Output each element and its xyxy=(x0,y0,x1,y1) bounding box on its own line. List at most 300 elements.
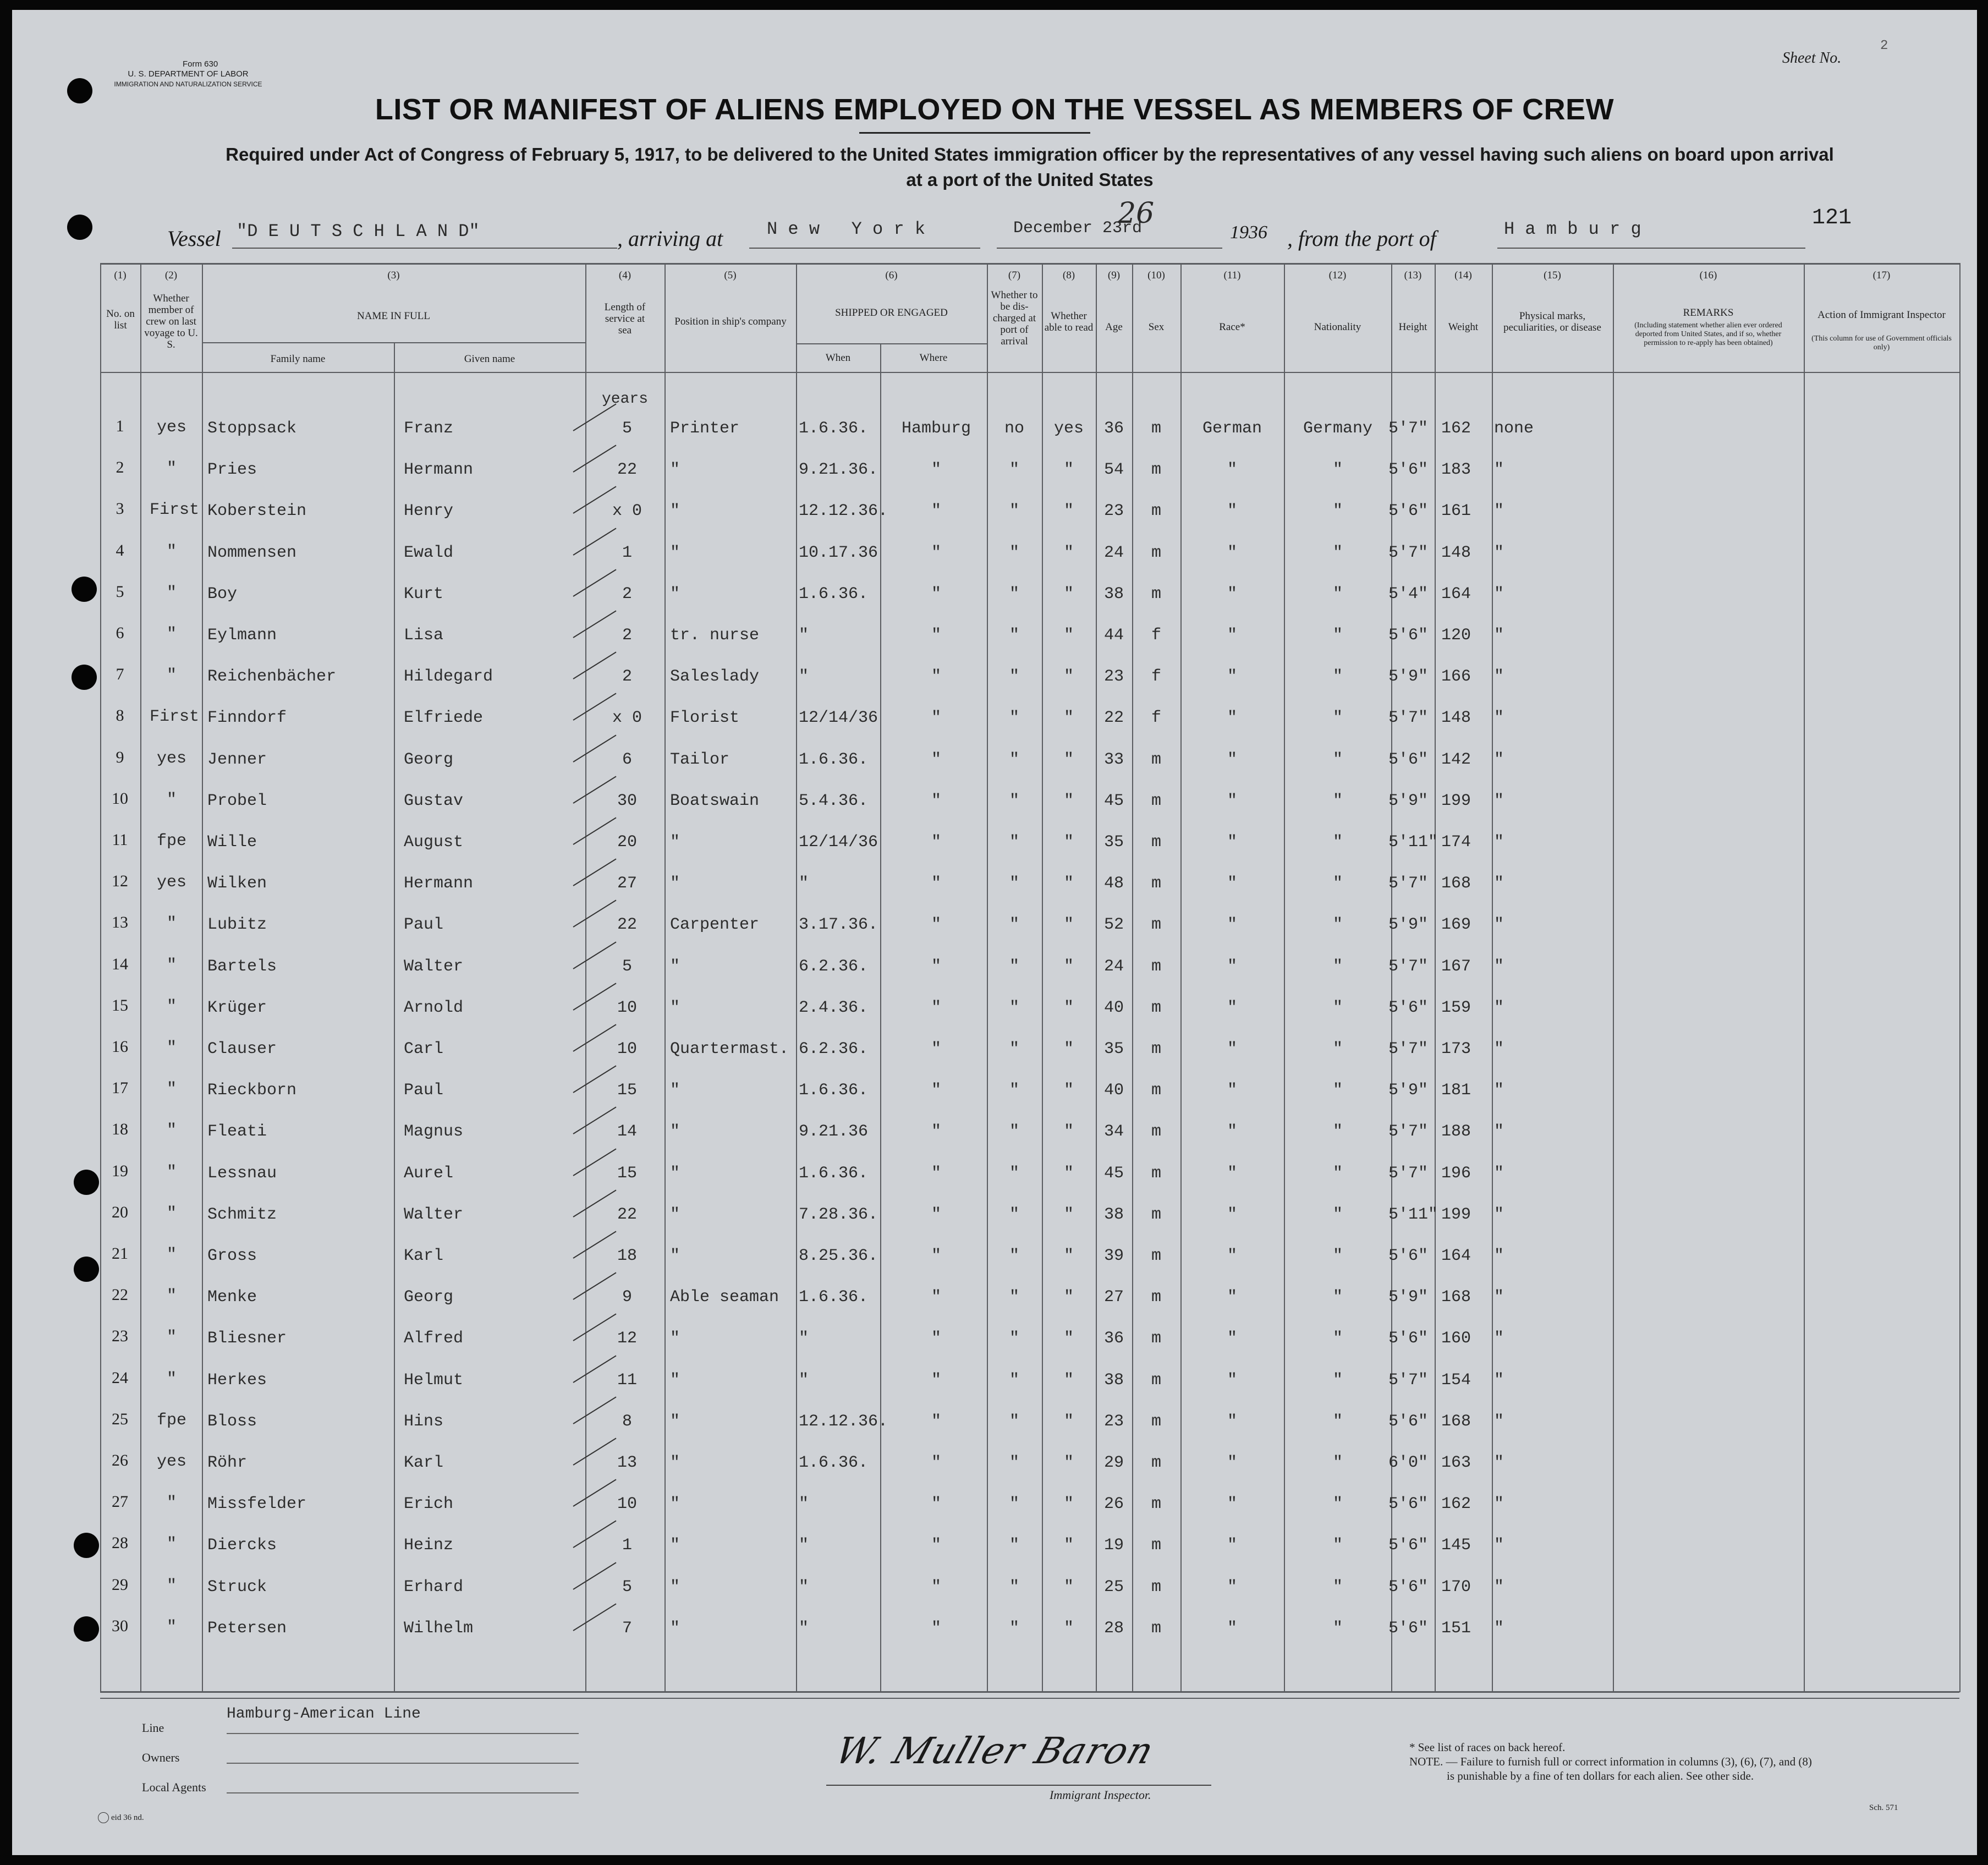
weight: 145 xyxy=(1441,1536,1471,1555)
race: " xyxy=(1227,1081,1237,1100)
row-number: 1 xyxy=(116,417,124,435)
service-length: 10 xyxy=(617,1495,637,1514)
header-discharged: Whether to be dis-charged at port of arrival xyxy=(991,289,1038,347)
inspector-signature-line xyxy=(826,1785,1211,1786)
able-to-read: " xyxy=(1063,1205,1074,1224)
service-length: 2 xyxy=(622,667,632,687)
line-value: Hamburg-American Line xyxy=(227,1705,421,1723)
given-name: Paul xyxy=(404,915,444,935)
race: " xyxy=(1227,1536,1237,1555)
shipped-where: " xyxy=(931,1453,941,1472)
form-identifier xyxy=(95,59,282,89)
crew-member-status: " xyxy=(166,666,177,685)
ship-position: " xyxy=(670,998,680,1017)
nationality: " xyxy=(1332,1370,1343,1390)
height: 5'6" xyxy=(1388,1495,1429,1514)
family-name: Bliesner xyxy=(207,1329,287,1348)
colnum-3: (3) xyxy=(387,270,400,281)
sex: m xyxy=(1151,543,1161,562)
race: German xyxy=(1202,419,1262,438)
sex: m xyxy=(1151,419,1161,438)
family-name: Probel xyxy=(207,791,267,810)
sex: f xyxy=(1151,667,1161,687)
col-divider xyxy=(585,263,586,1692)
physical-marks: " xyxy=(1494,1247,1504,1265)
height: 5'7" xyxy=(1388,543,1429,562)
header-action-inspector: Action of Immigrant Inspector xyxy=(1817,309,1946,321)
ship-position: " xyxy=(670,460,680,480)
to-be-discharged: " xyxy=(1009,750,1019,769)
height: 5'7" xyxy=(1388,419,1429,438)
height: 6'0" xyxy=(1388,1453,1429,1472)
col-divider xyxy=(1492,263,1493,1692)
shipped-where: " xyxy=(931,915,941,935)
weight: 163 xyxy=(1441,1453,1471,1472)
able-to-read: " xyxy=(1063,1164,1074,1183)
crew-member-status: First xyxy=(150,707,200,727)
family-name: Herkes xyxy=(207,1370,267,1390)
family-name: Rieckborn xyxy=(207,1081,297,1100)
given-name: Alfred xyxy=(404,1329,464,1348)
race: " xyxy=(1227,460,1237,480)
height: 5'6" xyxy=(1388,1577,1429,1597)
ship-position: Tailor xyxy=(670,750,730,769)
vessel-name: "D E U T S C H L A N D" xyxy=(237,221,480,242)
height: 5'6" xyxy=(1388,1536,1429,1555)
weight: 154 xyxy=(1441,1370,1471,1390)
inspector-signature: W. Muller Baron xyxy=(830,1730,1160,1772)
row-number: 10 xyxy=(112,789,128,808)
form-number: Form 630 xyxy=(183,59,218,69)
colnum-17: (17) xyxy=(1872,270,1891,281)
shipped-when: 12.12.36. xyxy=(799,1412,888,1431)
family-name: Reichenbächer xyxy=(207,667,337,687)
row-number: 11 xyxy=(112,831,128,849)
to-be-discharged: " xyxy=(1009,1577,1019,1597)
given-name: August xyxy=(404,833,464,852)
sex: f xyxy=(1151,709,1161,728)
owners-label: Owners xyxy=(142,1751,180,1764)
able-to-read: " xyxy=(1063,626,1074,645)
table-bottom-rule xyxy=(100,1691,1959,1693)
physical-marks: " xyxy=(1494,460,1504,480)
crew-member-status: " xyxy=(166,914,177,934)
colnum-8: (8) xyxy=(1062,270,1075,281)
crew-member-status: " xyxy=(166,1617,177,1637)
service-length: 2 xyxy=(622,626,632,645)
able-to-read: " xyxy=(1063,1577,1074,1597)
date-correction: 26 xyxy=(1118,197,1155,230)
shipped-when: 1.6.36. xyxy=(799,1164,869,1183)
height: 5'7" xyxy=(1388,957,1429,976)
header-shipped-engaged: SHIPPED OR ENGAGED xyxy=(835,307,948,319)
physical-marks: " xyxy=(1494,1205,1504,1224)
able-to-read: " xyxy=(1063,1370,1074,1390)
given-name: Erhard xyxy=(404,1577,464,1597)
family-name: Boy xyxy=(207,584,238,604)
sex: m xyxy=(1151,1577,1161,1597)
print-code: eid 36 nd. xyxy=(111,1813,144,1822)
shipped-where: " xyxy=(931,833,941,852)
penalty-note-2: is punishable by a fine of ten dollars for each alien. See other side. xyxy=(1447,1769,1754,1782)
weight: 173 xyxy=(1441,1040,1471,1058)
age: 22 xyxy=(1103,709,1124,728)
shipped-where: " xyxy=(931,1370,941,1390)
age: 19 xyxy=(1103,1536,1124,1555)
service-length: 15 xyxy=(617,1164,637,1183)
header-shipped-where: Where xyxy=(919,352,948,364)
header-bottom-rule xyxy=(100,372,1959,373)
shipped-when: 1.6.36. xyxy=(799,1453,869,1472)
weight: 120 xyxy=(1441,626,1471,645)
colnum-13: (13) xyxy=(1404,270,1422,281)
from-port-underline xyxy=(1497,248,1805,249)
shipped-when: 12.12.36. xyxy=(799,502,888,521)
header-remarks: REMARKS xyxy=(1683,307,1734,319)
sheet-number-value: 2 xyxy=(1880,39,1888,53)
to-be-discharged: " xyxy=(1009,1453,1019,1472)
crew-member-status: " xyxy=(166,1204,177,1223)
requirement-line-1: Required under Act of Congress of February 5, 1917, to be delivered to the United States immigration officer by the representatives of any vessel having such aliens on board upon arrival xyxy=(226,144,1834,164)
able-to-read: " xyxy=(1063,791,1074,810)
requirement-text xyxy=(122,142,1937,193)
service-length: 12 xyxy=(617,1329,637,1348)
shipped-where: " xyxy=(931,1288,941,1307)
weight: 162 xyxy=(1441,1495,1471,1514)
race: " xyxy=(1227,750,1237,769)
weight: 168 xyxy=(1441,1412,1471,1431)
ship-position: " xyxy=(670,1536,680,1555)
physical-marks: " xyxy=(1494,1040,1504,1058)
row-number: 15 xyxy=(112,996,128,1014)
given-name: Aurel xyxy=(404,1164,454,1183)
nationality: " xyxy=(1332,1081,1343,1100)
family-name: Eylmann xyxy=(207,626,277,645)
race: " xyxy=(1227,833,1237,852)
shipped-where: Hamburg xyxy=(901,419,971,438)
race: " xyxy=(1227,998,1237,1017)
able-to-read: " xyxy=(1063,833,1074,852)
arriving-underline xyxy=(749,248,980,249)
ship-position: " xyxy=(670,1329,680,1348)
shipped-when: 12/14/36 xyxy=(799,833,878,852)
crew-member-status: " xyxy=(166,542,177,561)
service-length: 30 xyxy=(617,791,637,810)
age: 23 xyxy=(1103,667,1124,687)
race: " xyxy=(1227,626,1237,645)
ship-position: tr. nurse xyxy=(670,626,760,645)
arriving-port: N e w Y o r k xyxy=(767,219,926,239)
sex: m xyxy=(1151,1247,1161,1265)
to-be-discharged: " xyxy=(1009,667,1019,687)
col-divider xyxy=(394,342,395,1692)
shipped-when: 9.21.36 xyxy=(799,1122,869,1142)
physical-marks: " xyxy=(1494,1370,1504,1390)
weight: 148 xyxy=(1441,543,1471,562)
family-name: Stoppsack xyxy=(207,419,297,438)
nationality: " xyxy=(1332,998,1343,1017)
height: 5'6" xyxy=(1388,1619,1429,1638)
service-length: 5 xyxy=(622,1577,632,1597)
shipped-where: " xyxy=(931,1412,941,1431)
nationality: " xyxy=(1332,791,1343,810)
crew-member-status: " xyxy=(166,1121,177,1140)
local-agents-label: Local Agents xyxy=(142,1780,206,1794)
race: " xyxy=(1227,1412,1237,1431)
shipped-where: " xyxy=(931,584,941,604)
header-crew-last-voyage: Whether member of crew on last voyage to U. S. xyxy=(144,293,198,350)
crew-member-status: yes xyxy=(156,1452,186,1471)
crew-member-status: " xyxy=(166,625,177,644)
crew-member-status: " xyxy=(166,1080,177,1099)
shipped-where: " xyxy=(931,1577,941,1597)
nationality: " xyxy=(1332,543,1343,562)
shipped-where: " xyxy=(931,626,941,645)
service-name: IMMIGRATION AND NATURALIZATION SERVICE xyxy=(114,80,262,88)
ship-position: " xyxy=(670,1205,680,1224)
row-number: 14 xyxy=(112,955,128,973)
ship-position: " xyxy=(670,1370,680,1390)
row-number: 26 xyxy=(112,1451,128,1469)
ship-position: Florist xyxy=(670,709,740,728)
col-divider xyxy=(100,263,101,1692)
header-age: Age xyxy=(1105,321,1123,333)
page-title: LIST OR MANIFEST OF ALIENS EMPLOYED ON THE VESSEL AS MEMBERS OF CREW xyxy=(375,93,1614,126)
height: 5'6" xyxy=(1388,502,1429,521)
height: 5'6" xyxy=(1388,1247,1429,1265)
weight: 188 xyxy=(1441,1122,1471,1142)
physical-marks: none xyxy=(1494,419,1534,438)
col-divider xyxy=(1132,263,1133,1692)
colnum-15: (15) xyxy=(1544,270,1561,281)
service-length: x 0 xyxy=(612,502,642,521)
weight: 166 xyxy=(1441,667,1471,687)
col-divider xyxy=(665,263,666,1692)
able-to-read: " xyxy=(1063,750,1074,769)
physical-marks: " xyxy=(1494,957,1504,976)
sex: m xyxy=(1151,750,1161,769)
col-divider xyxy=(1042,263,1043,1692)
weight: 170 xyxy=(1441,1577,1471,1597)
row-number: 9 xyxy=(116,748,124,766)
ship-position: Printer xyxy=(670,419,740,438)
line-underline xyxy=(227,1733,579,1734)
physical-marks: " xyxy=(1494,584,1504,604)
race: " xyxy=(1227,1122,1237,1142)
shipped-when: 1.6.36. xyxy=(799,1288,869,1307)
age: 33 xyxy=(1103,750,1124,769)
weight: 199 xyxy=(1441,791,1471,810)
ship-position: Boatswain xyxy=(670,791,760,810)
height: 5'6" xyxy=(1388,998,1429,1017)
weight: 167 xyxy=(1441,957,1471,976)
crew-member-status: " xyxy=(166,790,177,809)
shipped-when: 6.2.36. xyxy=(799,1040,869,1058)
shipped-where: " xyxy=(931,1164,941,1183)
service-length: 15 xyxy=(617,1081,637,1100)
shipped-when: 1.6.36. xyxy=(799,419,869,438)
owners-underline xyxy=(227,1763,579,1764)
shipped-where: " xyxy=(931,1122,941,1142)
race: " xyxy=(1227,502,1237,521)
height: 5'9" xyxy=(1388,667,1429,687)
sex: m xyxy=(1151,1536,1161,1555)
given-name: Walter xyxy=(404,1205,464,1224)
able-to-read: " xyxy=(1063,1288,1074,1307)
family-name: Menke xyxy=(207,1288,257,1307)
binder-hole xyxy=(74,1533,99,1558)
service-length: 14 xyxy=(617,1122,637,1142)
binder-hole xyxy=(67,215,92,240)
age: 52 xyxy=(1103,915,1124,935)
sex: m xyxy=(1151,957,1161,976)
row-number: 18 xyxy=(112,1120,128,1139)
to-be-discharged: " xyxy=(1009,1288,1019,1307)
age: 36 xyxy=(1103,419,1124,438)
service-length: 22 xyxy=(617,1205,637,1224)
height: 5'7" xyxy=(1388,874,1429,893)
shipped-when: " xyxy=(799,1536,809,1555)
row-number: 6 xyxy=(116,624,124,642)
given-name: Georg xyxy=(404,750,454,769)
physical-marks: " xyxy=(1494,626,1504,645)
service-length: 2 xyxy=(622,584,632,604)
row-number: 25 xyxy=(112,1409,128,1428)
nationality: " xyxy=(1332,709,1343,728)
header-able-to-read: Whether able to read xyxy=(1044,310,1094,333)
given-name: Elfriede xyxy=(404,709,484,728)
ship-position: " xyxy=(670,1164,680,1183)
shipped-where: " xyxy=(931,1247,941,1265)
binder-hole xyxy=(74,1257,99,1282)
shipped-when: " xyxy=(799,874,809,893)
ship-position: " xyxy=(670,1122,680,1142)
physical-marks: " xyxy=(1494,1453,1504,1472)
row-number: 3 xyxy=(116,500,124,518)
col-divider xyxy=(1180,263,1182,1692)
nationality: " xyxy=(1332,1247,1343,1265)
row-number: 23 xyxy=(112,1327,128,1346)
family-name: Schmitz xyxy=(207,1205,277,1224)
colnum-6: (6) xyxy=(885,270,898,281)
shipped-where: " xyxy=(931,791,941,810)
to-be-discharged: " xyxy=(1009,502,1019,521)
age: 25 xyxy=(1103,1577,1124,1597)
to-be-discharged: " xyxy=(1009,791,1019,810)
header-family-name: Family name xyxy=(270,353,326,365)
to-be-discharged: " xyxy=(1009,1040,1019,1058)
family-name: Wille xyxy=(207,833,257,852)
nationality: " xyxy=(1332,957,1343,976)
shipped-where: " xyxy=(931,998,941,1017)
height: 5'7" xyxy=(1388,709,1429,728)
col-divider xyxy=(880,343,881,1692)
age: 48 xyxy=(1103,874,1124,893)
age: 35 xyxy=(1103,833,1124,852)
ship-position: " xyxy=(670,1453,680,1472)
colnum-12: (12) xyxy=(1328,270,1347,281)
nationality: " xyxy=(1332,874,1343,893)
family-name: Clauser xyxy=(207,1040,277,1058)
row-number: 8 xyxy=(116,706,124,725)
years-label: years xyxy=(602,391,649,408)
row-number: 4 xyxy=(116,541,124,560)
row-number: 19 xyxy=(112,1161,128,1180)
ship-position: " xyxy=(670,1619,680,1638)
physical-marks: " xyxy=(1494,502,1504,521)
family-name: Petersen xyxy=(207,1619,287,1638)
given-name: Carl xyxy=(404,1040,444,1058)
family-name: Pries xyxy=(207,460,257,480)
requirement-line-2: at a port of the United States xyxy=(906,169,1154,190)
weight: 183 xyxy=(1441,460,1471,480)
age: 38 xyxy=(1103,1370,1124,1390)
to-be-discharged: " xyxy=(1009,957,1019,976)
service-length: 10 xyxy=(617,998,637,1017)
shipped-where: " xyxy=(931,874,941,893)
header-weight: Weight xyxy=(1448,321,1479,333)
row-number: 30 xyxy=(112,1616,128,1635)
race: " xyxy=(1227,709,1237,728)
family-name: Lubitz xyxy=(207,915,267,935)
crew-member-status: " xyxy=(166,1039,177,1057)
service-length: 1 xyxy=(622,1536,632,1555)
shipped-where: " xyxy=(931,1495,941,1514)
binder-hole xyxy=(72,665,97,690)
height: 5'7" xyxy=(1388,1164,1429,1183)
given-name: Ewald xyxy=(404,543,454,562)
shipped-when: 6.2.36. xyxy=(799,957,869,976)
nationality: " xyxy=(1332,1122,1343,1142)
row-number: 12 xyxy=(112,872,128,891)
colnum-14: (14) xyxy=(1454,270,1472,281)
to-be-discharged: " xyxy=(1009,1412,1019,1431)
sex: m xyxy=(1151,1412,1161,1431)
height: 5'6" xyxy=(1388,460,1429,480)
age: 54 xyxy=(1103,460,1124,480)
weight: 142 xyxy=(1441,750,1471,769)
service-length: 9 xyxy=(622,1288,632,1307)
vessel-underline xyxy=(232,248,617,249)
height: 5'9" xyxy=(1388,915,1429,935)
service-length: 10 xyxy=(617,1040,637,1058)
service-length: 27 xyxy=(617,874,637,893)
title-underline xyxy=(859,132,1090,134)
row-number: 27 xyxy=(112,1493,128,1511)
shipped-subheader-rule xyxy=(796,343,987,344)
weight: 162 xyxy=(1441,419,1471,438)
height: 5'7" xyxy=(1388,1122,1429,1142)
race: " xyxy=(1227,1370,1237,1390)
shipped-when: " xyxy=(799,1495,809,1514)
physical-marks: " xyxy=(1494,791,1504,810)
shipped-when: 10.17.36 xyxy=(799,543,878,562)
race: " xyxy=(1227,1329,1237,1348)
given-name: Hermann xyxy=(404,874,474,893)
from-port: H a m b u r g xyxy=(1504,219,1641,239)
sex: m xyxy=(1151,584,1161,604)
to-be-discharged: " xyxy=(1009,1536,1019,1555)
header-physical-marks: Physical marks, peculiarities, or disease xyxy=(1503,310,1601,333)
shipped-where: " xyxy=(931,667,941,687)
race: " xyxy=(1227,1205,1237,1224)
binder-hole xyxy=(72,577,97,602)
given-name: Helmut xyxy=(404,1370,464,1390)
from-port-label: , from the port of xyxy=(1287,226,1436,251)
crew-member-status: " xyxy=(166,1162,177,1182)
crew-member-status: " xyxy=(166,583,177,602)
shipped-when: " xyxy=(799,626,809,645)
